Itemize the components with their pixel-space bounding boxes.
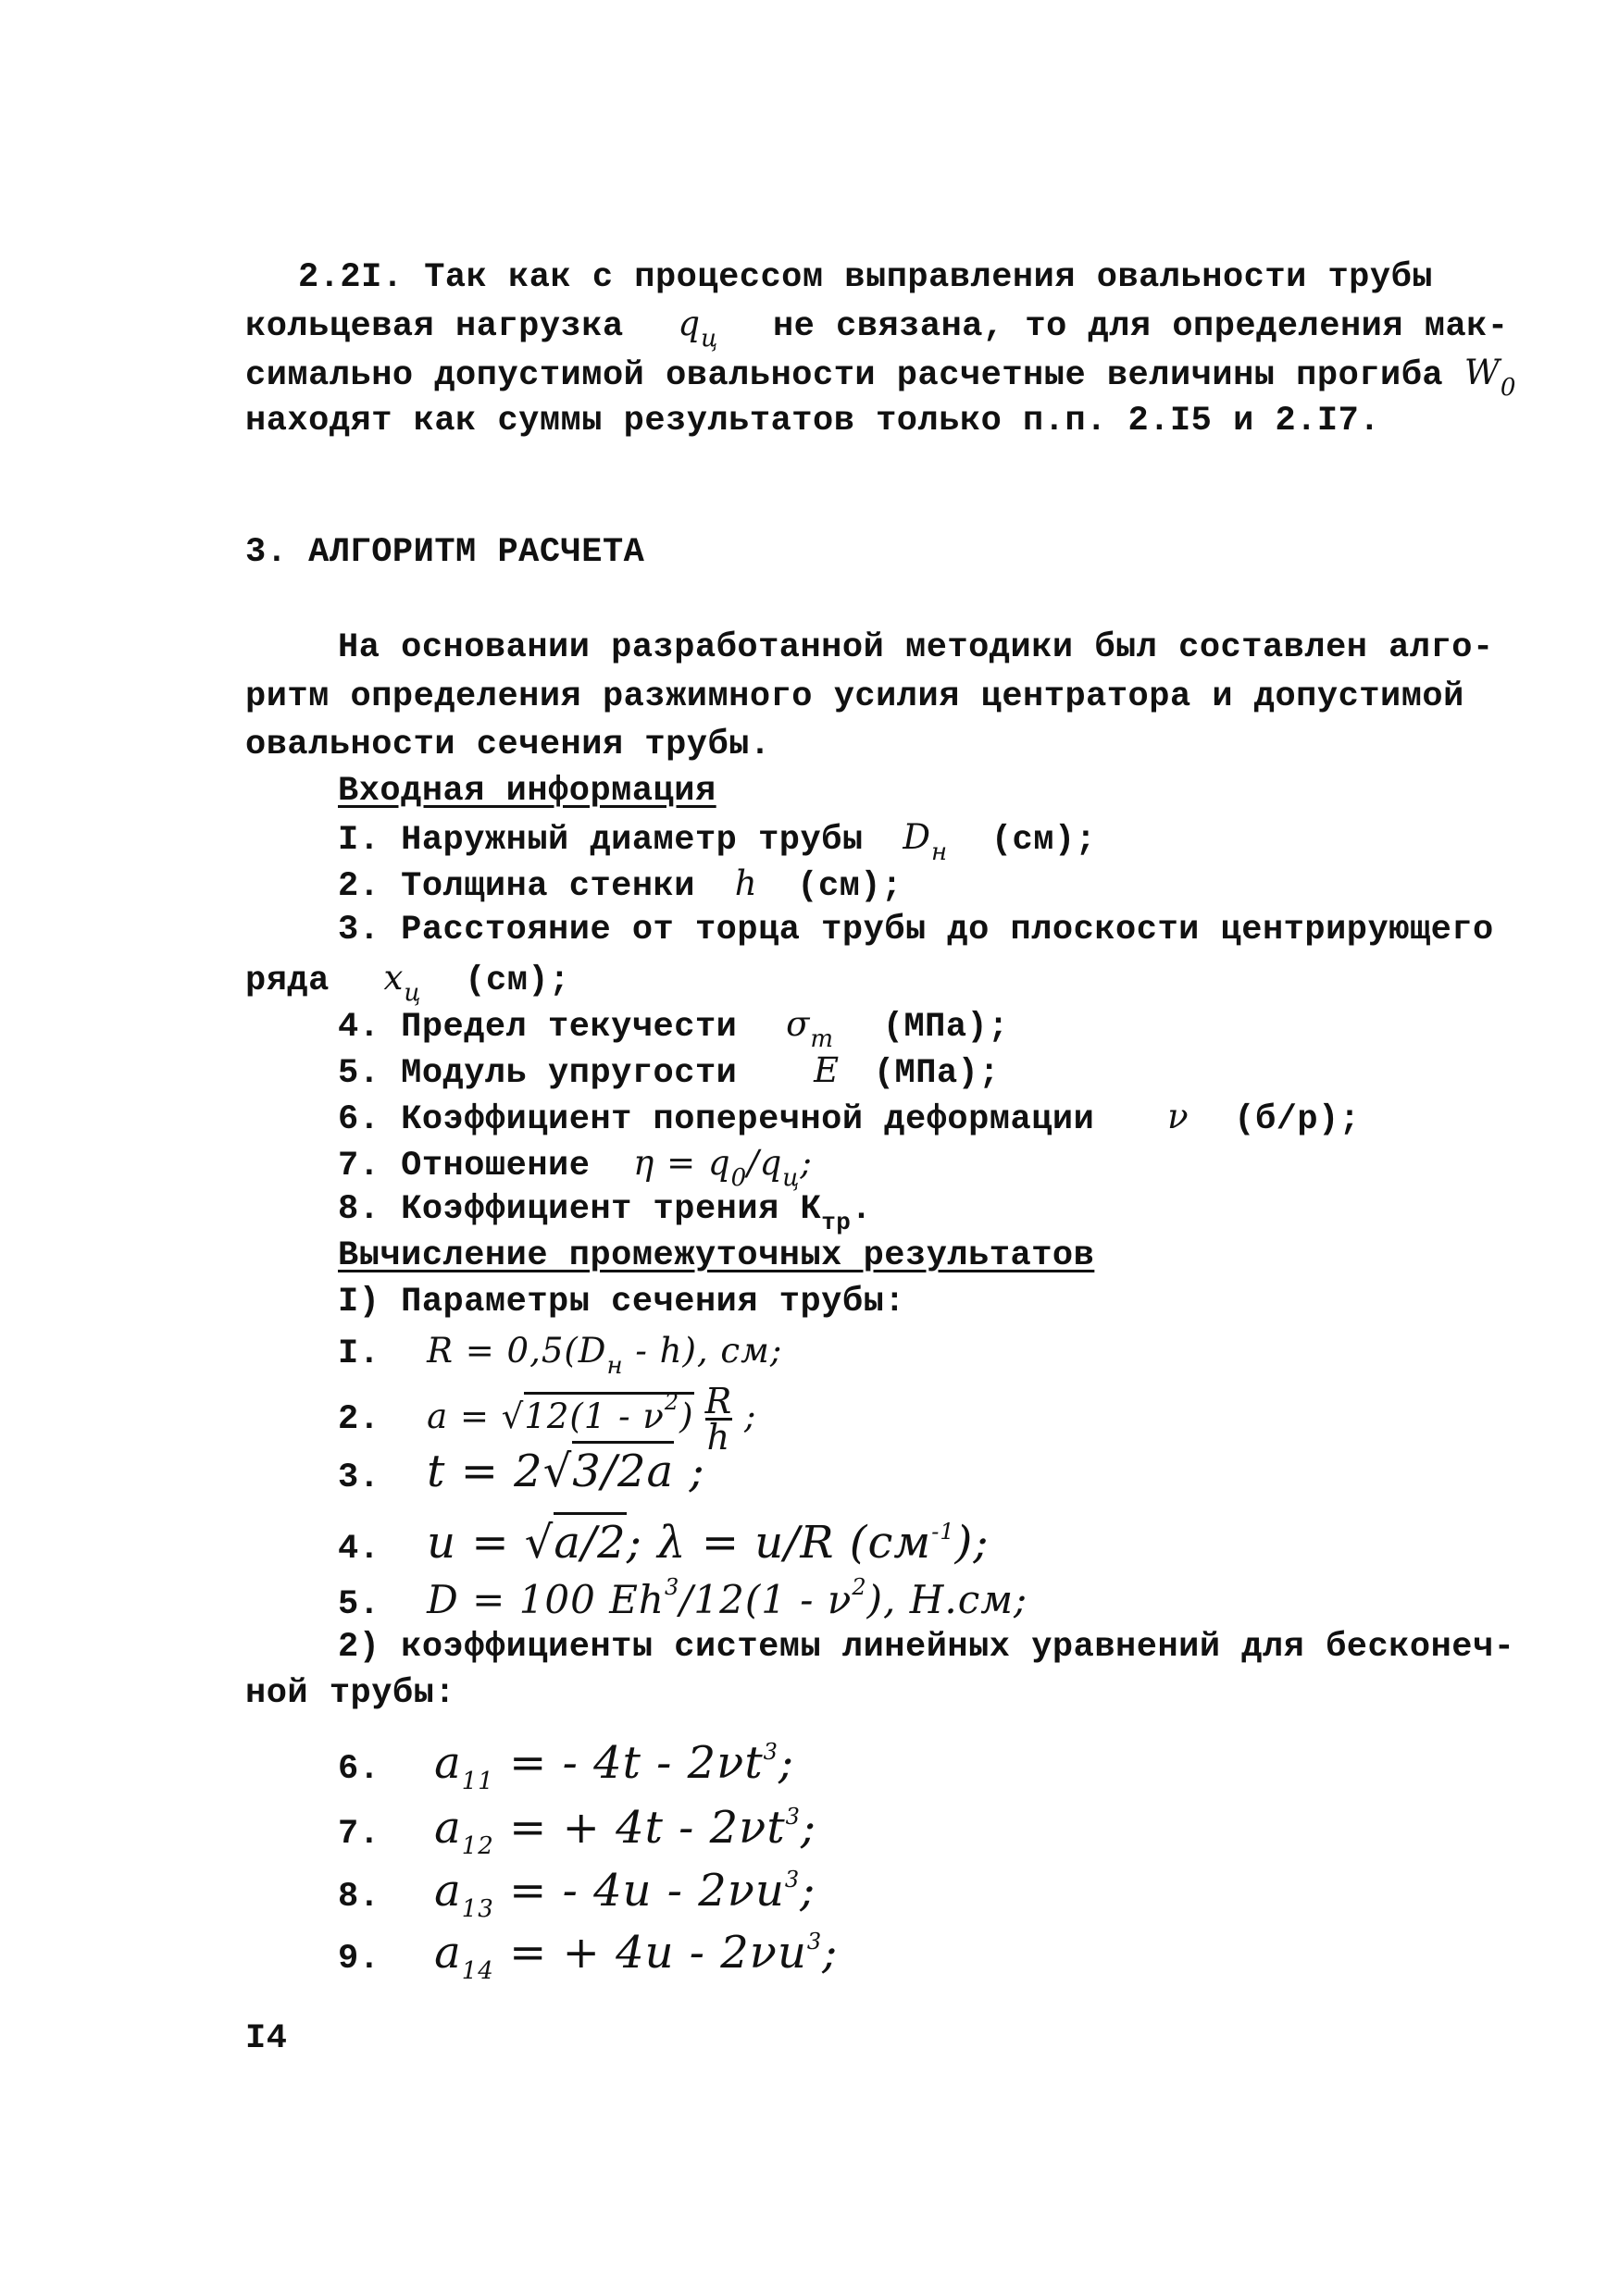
input-text: 4. Предел текучести [338, 1008, 738, 1047]
para-text: не связана, то для определения мак- [772, 307, 1509, 346]
formula-number: 5. [338, 1585, 380, 1624]
symbol-xc: $x_ц$ [383, 958, 422, 1007]
formula-number: 7. [338, 1815, 380, 1854]
symbol-w0: $W_0$ [1463, 353, 1517, 402]
input-unit: (см); [465, 962, 570, 1000]
intro-line3: овальности сечения трубы. [245, 726, 771, 764]
para-2-21-line1: 2.2I. Так как с процессом выправления овальности трубы [298, 258, 1433, 297]
input-text: 7. Отношение [338, 1147, 591, 1185]
sqrt-icon: √ [524, 1517, 554, 1569]
symbol-h: h [734, 863, 758, 903]
input-unit: (см); [797, 867, 903, 906]
symbol-nu: ν [1167, 1097, 1189, 1136]
formula-number: 9. [338, 1940, 380, 1979]
input-text: I. Наружный диаметр трубы [338, 821, 864, 860]
formula-number: 3. [338, 1458, 380, 1497]
input-unit: (МПа); [882, 1008, 1009, 1047]
section-title: 3. АЛГОРИТМ РАСЧЕТА [245, 533, 645, 572]
input-item-5 [338, 1048, 1000, 1097]
group2-line2: ной трубы: [245, 1674, 456, 1713]
input-unit: (см); [990, 821, 1097, 860]
group2-line1: 2) коэффициенты системы линейных уравнений для бесконеч- [338, 1628, 1515, 1667]
sqrt-icon: √ [501, 1396, 525, 1436]
formula-expr: $a = √12(1 - \nu^2)$ $\frac{R}{h}$ ; [427, 1381, 757, 1458]
input-text: ряда [245, 962, 330, 1000]
input-text: 2. Толщина стенки [338, 867, 695, 906]
formula-expr: $a_{14}$ = + $4u - 2\nu u^3$; [434, 1927, 839, 1985]
subscript-tr: тр [821, 1209, 852, 1236]
input-item-2 [338, 861, 903, 910]
formula-eta: $\eta = q_0/q_ц$; [633, 1143, 813, 1192]
input-text: 8. Коэффициент трения К [338, 1190, 822, 1229]
formula-number: 2. [338, 1400, 380, 1439]
formula-2 [338, 1379, 757, 1458]
symbol-e: E [814, 1050, 841, 1090]
input-unit: (б/р); [1234, 1100, 1361, 1139]
formula-5 [338, 1564, 1027, 1628]
formula-expr: u = √a/2; λ = u/R $(см^{-1})$; [427, 1517, 989, 1569]
formula-3 [338, 1448, 705, 1501]
formula-4 [338, 1508, 990, 1572]
symbol-sigma-t: $\sigma_т$ [786, 1004, 835, 1053]
formula-number: 4. [338, 1530, 380, 1569]
intro-line1: На основании разработанной методики был составлен алго- [338, 628, 1494, 667]
input-unit: (МПа); [873, 1054, 1001, 1093]
input-item-3: 3. Расстояние от торца трубы до плоскости центрирующего [338, 911, 1494, 949]
input-text: 6. Коэффициент поперечной деформации [338, 1100, 1095, 1139]
para-2-21-line4: находят как суммы результатов только п.п. 2.I5 и 2.I7. [245, 402, 1380, 441]
input-item-6 [338, 1094, 1361, 1143]
para-text: кольцевая нагрузка [245, 307, 624, 346]
formula-expr: D = 100 $Eh^3/12(1 - \nu^2)$, Н.см; [427, 1574, 1028, 1622]
formula-expr: $a_{12}$ = + $4t - 2\nu t^3$; [434, 1802, 817, 1860]
group1-title: I) Параметры сечения трубы: [338, 1283, 905, 1322]
input-heading: Входная информация [338, 772, 716, 811]
formula-number: 6. [338, 1750, 380, 1789]
formula-number: 8. [338, 1878, 380, 1917]
formula-expr: $a_{11}$ = - $4t - 2\nu t^3$; [434, 1737, 795, 1795]
symbol-dn: $D_н$ [903, 817, 949, 866]
calc-heading: Вычисление промежуточных результатов [338, 1236, 1095, 1275]
intro-line2: ритм определения разжимного усилия центратора и допустимой [245, 677, 1464, 716]
input-end: . [851, 1190, 873, 1229]
formula-expr: $R = 0,5(D_н - h)$, см; [427, 1331, 783, 1380]
sqrt-icon: √ [542, 1446, 573, 1497]
page-number: I4 [245, 2019, 288, 2058]
symbol-q-ring: $q_ц$ [678, 304, 719, 353]
formula-9 [338, 1918, 838, 1994]
para-text: симально допустимой овальности расчетные величины прогиба [245, 356, 1444, 395]
formula-number: I. [338, 1334, 380, 1373]
input-text: 5. Модуль упругости [338, 1054, 738, 1093]
formula-expr: t = 2√3/2a ; [427, 1446, 704, 1497]
formula-expr: $a_{13}$ = - $4u - 2\nu u^3$; [434, 1865, 816, 1923]
